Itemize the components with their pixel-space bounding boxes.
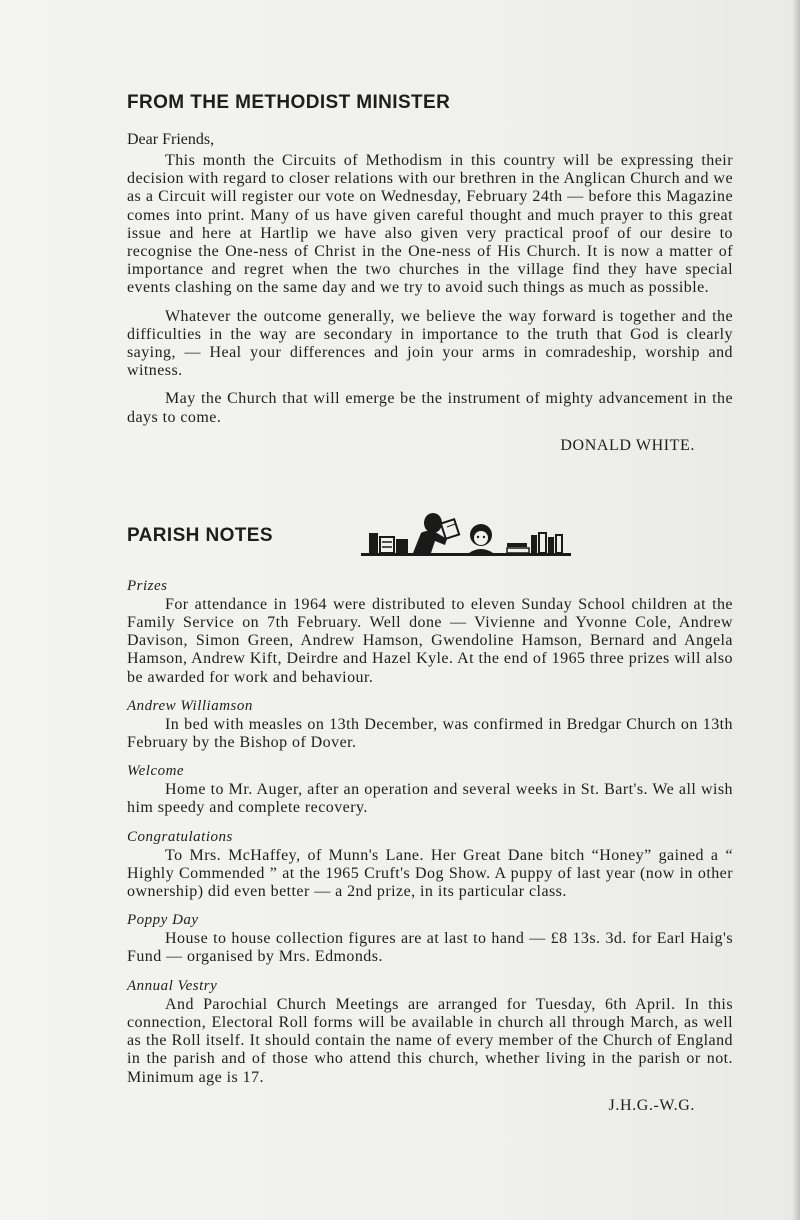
- note-body-welcome: Home to Mr. Auger, after an operation and several weeks in St. Bart's. We all wish him speedy and complete recovery.: [127, 781, 733, 817]
- parish-notes-list: [127, 577, 733, 1087]
- letter-paragraph: Whatever the outcome generally, we believe the way forward is together and the difficulties in the way are secondary in importance to the truth that God is clearly saying, — Heal your differences and join your arms in comradeship, worship and witness.: [127, 307, 733, 380]
- parish-notes-section: [127, 507, 733, 1115]
- note-title-prizes: Prizes: [127, 577, 168, 594]
- letter-body: [127, 152, 733, 427]
- note-title-andrew-williamson: Andrew Williamson: [127, 697, 253, 714]
- reading-man-and-child-with-books-icon: [361, 507, 571, 567]
- parish-notes-initials: J.H.G.-W.G.: [608, 1096, 695, 1114]
- page-edge-shadow: [792, 0, 800, 1220]
- note-body-andrew-williamson: In bed with measles on 13th December, was confirmed in Bredgar Church on 13th February by the Bishop of Dover.: [127, 715, 733, 752]
- parish-notes-header: [127, 507, 733, 567]
- note-body-congratulations: To Mrs. McHaffey, of Munn's Lane. Her Great Dane bitch “Honey” gained a “ Highly Commended ” at the 1965 Cruft's Dog Show. A puppy of last year (now in other ownership) did even better — a 2nd prize, in its particular class.: [127, 846, 733, 901]
- parish-notes-title: PARISH NOTES: [127, 524, 273, 546]
- note-title-annual-vestry: Annual Vestry: [127, 977, 218, 994]
- note-body-poppy-day: House to house collection figures are at last to hand — £8 13s. 3d. for Earl Haig's Fund — organised by Mrs. Edmonds.: [127, 930, 733, 966]
- letter-paragraph: May the Church that will emerge be the instrument of mighty advancement in the days to come.: [127, 390, 733, 426]
- minister-section-title: FROM THE METHODIST MINISTER: [127, 92, 451, 113]
- salutation: Dear Friends,: [127, 131, 215, 148]
- note-title-poppy-day: Poppy Day: [127, 912, 199, 929]
- methodist-minister-section: [127, 90, 733, 455]
- letter-paragraph: This month the Circuits of Methodism in this country will be expressing their decision with regard to closer relations with our brethren in the Anglican Church and we as a Circuit will register our vote on Wednesday, February 24th — before this Magazine comes into print. Many of us have given careful thought and much prayer to this great issue and here at Hartlip we have also given very practical proof of our desire to recognise the One-ness of Christ in the One-ness of His Church. It is now a matter of importance and regret when the two churches in the village find they have special events clashing on the same day and we try to avoid such things as much as possible.: [127, 152, 733, 297]
- note-title-congratulations: Congratulations: [127, 828, 233, 845]
- minister-signature: DONALD WHITE.: [560, 436, 695, 454]
- page-content: [127, 90, 733, 1115]
- note-body-prizes: For attendance in 1964 were distributed to eleven Sunday School children at the Family Service on 7th February. Well done — Vivienne and Yvonne Cole, Andrew Davison, Simon Green, Andrew Hamson, Gwendoline Hamson, Bernard and Angela Hamson, Andrew Kift, Deirdre and Hazel Kyle. At the end of 1965 three prizes will also be awarded for work and behaviour.: [127, 595, 733, 686]
- note-body-annual-vestry: And Parochial Church Meetings are arranged for Tuesday, 6th April. In this connection, Electoral Roll forms will be available in church all through March, as well as the Roll itself. It should contain the name of every member of the Church of England in the parish and of those who attend this church, whether living in the parish or not. Minimum age is 17.: [127, 995, 733, 1086]
- note-title-welcome: Welcome: [127, 763, 185, 780]
